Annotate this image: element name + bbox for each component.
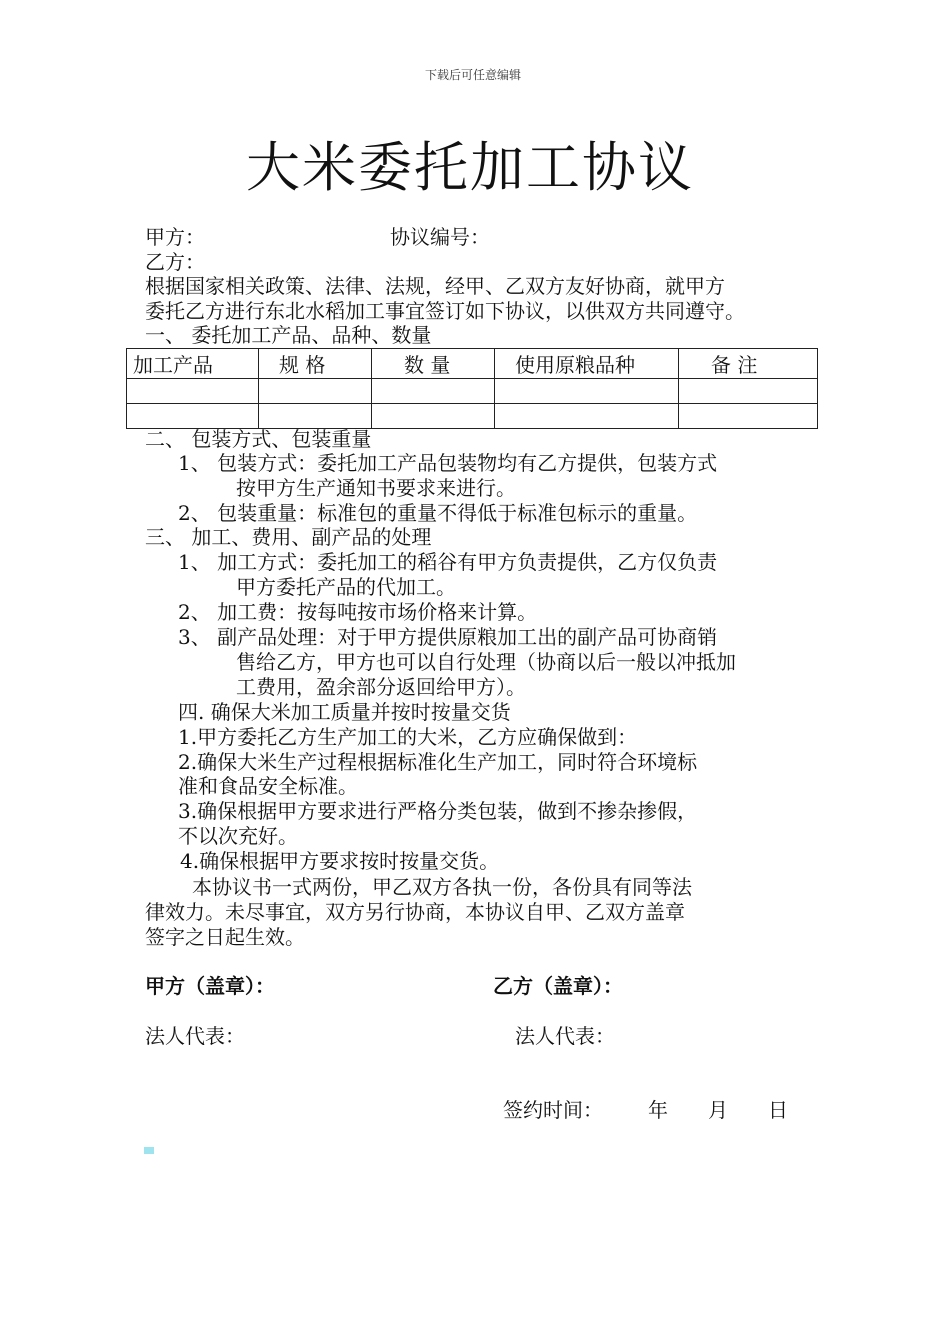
header-note: 下载后可任意编辑: [425, 68, 522, 82]
table-cell: [495, 404, 679, 429]
column-header: 备 注: [679, 349, 818, 379]
party-b-label: 乙方：: [145, 250, 205, 274]
table-cell: [127, 379, 259, 404]
clause-line: 4.确保根据甲方要求按时按量交货。: [180, 849, 500, 873]
legal-rep-b: 法人代表：: [515, 1024, 615, 1048]
party-a-seal: 甲方（盖章）：: [145, 974, 275, 998]
section-heading: 三、 加工、费用、副产品的处理: [145, 525, 432, 549]
section-heading: 四. 确保大米加工质量并按时按量交货: [178, 700, 511, 724]
table-cell: [372, 379, 495, 404]
signing-date-label: 签约时间：: [503, 1098, 603, 1122]
table-header-row: [127, 349, 818, 379]
clause-line: 2、 包装重量：标准包的重量不得低于标准包标示的重量。: [178, 501, 698, 525]
clause-line: 3、 副产品处理：对于甲方提供原粮加工出的副产品可协商销: [178, 625, 718, 649]
agreement-no-label: 协议编号：: [390, 225, 490, 249]
clause-line: 售给乙方，甲方也可以自行处理（协商以后一般以冲抵加: [236, 650, 736, 674]
closing-line: 律效力。未尽事宜，双方另行协商，本协议自甲、乙双方盖章: [145, 900, 685, 924]
clause-line: 3.确保根据甲方要求进行严格分类包装，做到不掺杂掺假，: [178, 799, 698, 823]
clause-line: 2.确保大米生产过程根据标准化生产加工，同时符合环境标: [178, 750, 698, 774]
clause-line: 1、 包装方式：委托加工产品包装物均有乙方提供，包装方式: [178, 451, 718, 475]
date-day: 日: [768, 1098, 788, 1122]
clause-line: 工费用，盈余部分返回给甲方）。: [236, 675, 526, 699]
clause-line: 甲方委托产品的代加工。: [236, 575, 456, 599]
section-heading: 一、 委托加工产品、品种、数量: [145, 323, 432, 347]
page-marker: [144, 1147, 154, 1154]
clause-line: 1、 加工方式：委托加工的稻谷有甲方负责提供，乙方仅负责: [178, 550, 718, 574]
column-header: 数 量: [372, 349, 495, 379]
legal-rep-a: 法人代表：: [145, 1024, 245, 1048]
table-cell: [679, 404, 818, 429]
table-cell: [679, 379, 818, 404]
intro-line: 委托乙方进行东北水稻加工事宜签订如下协议，以供双方共同遵守。: [145, 299, 745, 323]
table-cell: [372, 404, 495, 429]
table-cell: [127, 404, 259, 429]
table-cell: [259, 404, 372, 429]
section-heading: 二、 包装方式、包装重量: [145, 427, 372, 451]
clause-line: 按甲方生产通知书要求来进行。: [236, 476, 516, 500]
products-table: [126, 348, 818, 429]
date-month: 月: [708, 1098, 728, 1122]
closing-line: 签字之日起生效。: [145, 925, 305, 949]
party-b-seal: 乙方（盖章）：: [493, 974, 623, 998]
table-row: [127, 404, 818, 429]
clause-line: 2、 加工费：按每吨按市场价格来计算。: [178, 600, 538, 624]
table-row: [127, 379, 818, 404]
clause-line: 1.甲方委托乙方生产加工的大米，乙方应确保做到：: [178, 725, 638, 749]
table-cell: [495, 379, 679, 404]
closing-line: 本协议书一式两份，甲乙双方各执一份，各份具有同等法: [192, 875, 692, 899]
party-a-label: 甲方：: [145, 225, 205, 249]
column-header: 规 格: [259, 349, 372, 379]
column-header: 加工产品: [127, 349, 259, 379]
clause-line: 不以次充好。: [178, 824, 298, 848]
intro-line: 根据国家相关政策、法律、法规，经甲、乙双方友好协商，就甲方: [145, 274, 725, 298]
column-header: 使用原粮品种: [495, 349, 679, 379]
date-year: 年: [648, 1098, 668, 1122]
table-cell: [259, 379, 372, 404]
document-title: 大米委托加工协议: [246, 136, 694, 199]
clause-line: 准和食品安全标准。: [178, 774, 358, 798]
